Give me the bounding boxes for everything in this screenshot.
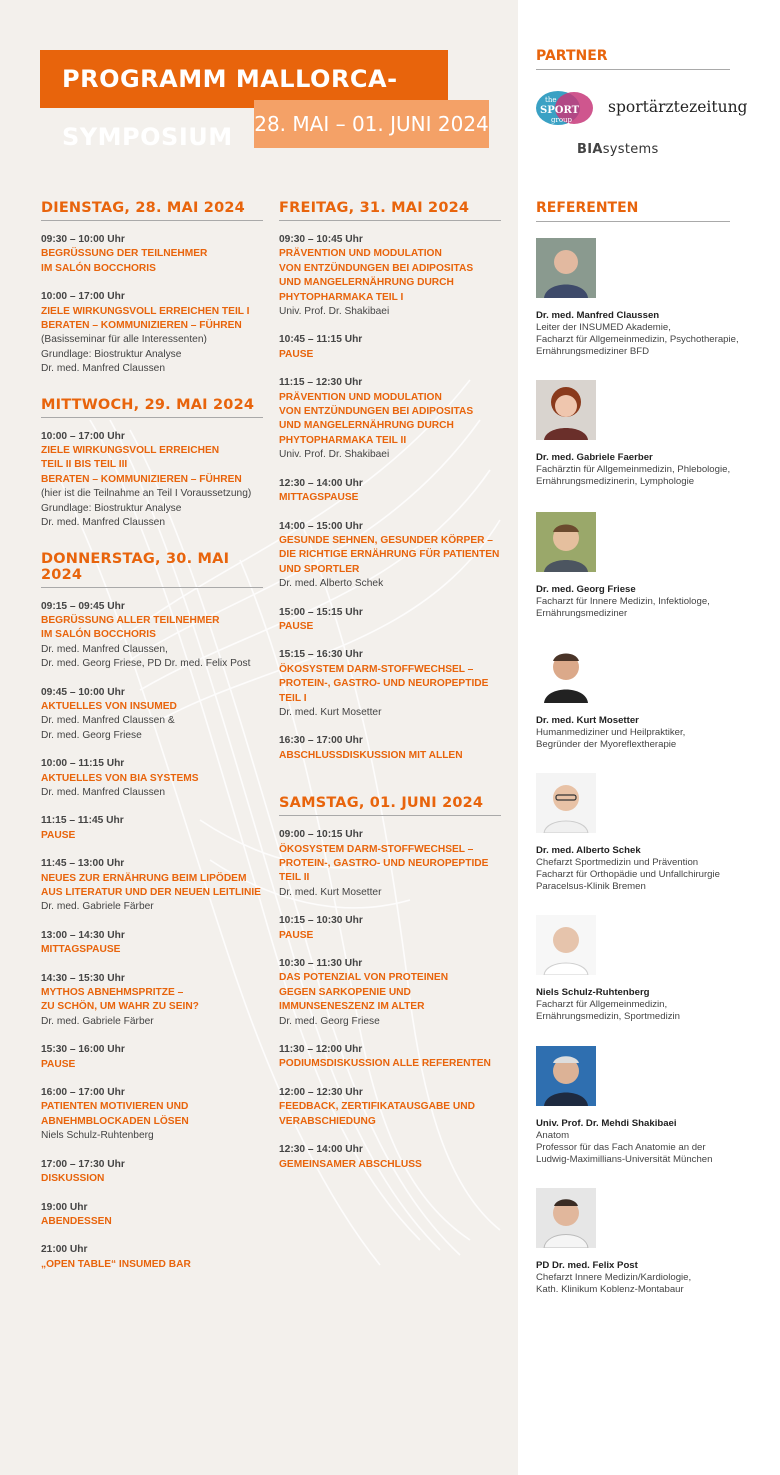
speaker-desc: Facharzt für Orthopädie und Unfallchirurgie bbox=[536, 869, 720, 880]
schedule-item bbox=[41, 1201, 263, 1230]
schedule-item bbox=[41, 600, 263, 672]
schedule-column-2 bbox=[279, 200, 501, 1192]
day-block-saturday bbox=[279, 795, 501, 1172]
schedule-item bbox=[41, 686, 263, 744]
item-time: 10:30 – 11:30 Uhr bbox=[279, 958, 363, 970]
schedule-item bbox=[279, 828, 501, 900]
item-title: TEIL II BIS TEIL III bbox=[41, 459, 128, 471]
item-title: ZU SCHÖN, UM WAHR ZU SEIN? bbox=[41, 1001, 199, 1013]
item-title: PAUSE bbox=[279, 620, 314, 632]
item-title: IM SALÓN BOCCHORIS bbox=[41, 262, 156, 274]
speaker-name: Dr. med. Manfred Claussen bbox=[536, 310, 660, 321]
day-heading: DONNERSTAG, 30. MAI 2024 bbox=[41, 551, 263, 588]
item-time: 10:00 – 17:00 Uhr bbox=[41, 430, 125, 442]
item-title: NEUES ZUR ERNÄHRUNG BEIM LIPÖDEM bbox=[41, 872, 247, 884]
speaker-desc: Ernährungsmediziner BFD bbox=[536, 346, 650, 357]
schedule-item bbox=[279, 606, 501, 635]
schedule-item bbox=[41, 1243, 263, 1272]
speaker-desc: Facharzt für Innere Medizin, Infektiologe, bbox=[536, 596, 710, 607]
schedule-item bbox=[279, 957, 501, 1029]
speaker-photo-avatar bbox=[536, 1188, 596, 1248]
speaker-card bbox=[536, 512, 776, 620]
item-title: PAUSE bbox=[279, 929, 314, 941]
day-heading: MITTWOCH, 29. MAI 2024 bbox=[41, 397, 263, 418]
speaker-desc: Facharzt für Allgemeinmedizin, Psychotherapie, bbox=[536, 334, 739, 345]
schedule-item bbox=[279, 520, 501, 592]
item-time: 12:30 – 14:00 Uhr bbox=[279, 477, 363, 489]
item-speaker: Univ. Prof. Dr. Shakibaei bbox=[279, 449, 390, 461]
item-speaker: Niels Schulz-Ruhtenberg bbox=[41, 1130, 154, 1142]
speaker-card bbox=[536, 238, 776, 358]
item-title: DAS POTENZIAL VON PROTEINEN bbox=[279, 972, 449, 984]
item-title: PHYTOPHARMAKA TEIL I bbox=[279, 291, 404, 303]
item-title: VON ENTZÜNDUNGEN BEI ADIPOSITAS bbox=[279, 262, 474, 274]
speaker-card bbox=[536, 1188, 776, 1296]
item-title: IMMUNSENESZENZ IM ALTER bbox=[279, 1001, 425, 1013]
item-speaker: Dr. med. Manfred Claussen bbox=[41, 363, 166, 375]
item-title: GEMEINSAMER ABSCHLUSS bbox=[279, 1158, 422, 1170]
item-title: PHYTOPHARMAKA TEIL II bbox=[279, 434, 407, 446]
item-speaker: Dr. med. Kurt Mosetter bbox=[279, 706, 382, 718]
day-heading: DIENSTAG, 28. MAI 2024 bbox=[41, 200, 263, 221]
item-speaker: Dr. med. Georg Friese bbox=[41, 729, 142, 741]
schedule-item bbox=[279, 734, 501, 763]
item-title: UND SPORTLER bbox=[279, 563, 360, 575]
item-speaker: Dr. med. Kurt Mosetter bbox=[279, 886, 382, 898]
schedule-item bbox=[279, 477, 501, 506]
item-time: 11:15 – 12:30 Uhr bbox=[279, 377, 363, 389]
schedule-item bbox=[41, 1158, 263, 1187]
item-time: 09:30 – 10:00 Uhr bbox=[41, 234, 125, 245]
item-speaker: Dr. med. Manfred Claussen bbox=[41, 517, 166, 529]
logo-word-group: group bbox=[551, 116, 573, 124]
speaker-desc: Facharzt für Allgemeinmedizin, bbox=[536, 999, 668, 1010]
item-time: 09:15 – 09:45 Uhr bbox=[41, 600, 125, 612]
program-dates: 28. MAI – 01. JUNI 2024 bbox=[254, 100, 489, 148]
item-time: 15:00 – 15:15 Uhr bbox=[279, 606, 363, 618]
schedule-item bbox=[41, 929, 263, 958]
speaker-photo-avatar bbox=[536, 915, 596, 975]
item-title: DISKUSSION bbox=[41, 1173, 105, 1185]
day-block-thursday bbox=[41, 551, 263, 1273]
speaker-name: PD Dr. med. Felix Post bbox=[536, 1260, 638, 1271]
item-title: PROTEIN-, GASTRO- UND NEUROPEPTIDE bbox=[279, 678, 489, 690]
item-title: GESUNDE SEHNEN, GESUNDER KÖRPER – bbox=[279, 534, 493, 546]
schedule-item bbox=[279, 1086, 501, 1129]
schedule-item bbox=[41, 814, 263, 843]
referenten-heading: REFERENTEN bbox=[536, 200, 730, 222]
speaker-desc: Ernährungsmedizin, Sportmedizin bbox=[536, 1011, 680, 1022]
schedule-item bbox=[41, 430, 263, 531]
item-time: 13:00 – 14:30 Uhr bbox=[41, 929, 125, 941]
item-title: ÖKOSYSTEM DARM-STOFFWECHSEL – bbox=[279, 663, 474, 675]
item-speaker: Dr. med. Gabriele Färber bbox=[41, 1015, 154, 1027]
schedule-item bbox=[279, 648, 501, 720]
item-title: PRÄVENTION UND MODULATION bbox=[279, 248, 442, 260]
item-time: 10:00 – 17:00 Uhr bbox=[41, 291, 125, 303]
item-title: MITTAGSPAUSE bbox=[279, 492, 359, 504]
item-title: IM SALÓN BOCCHORIS bbox=[41, 629, 156, 641]
item-title: MITTAGSPAUSE bbox=[41, 944, 121, 956]
item-time: 14:00 – 15:00 Uhr bbox=[279, 520, 363, 532]
item-time: 09:45 – 10:00 Uhr bbox=[41, 686, 125, 698]
schedule-column-1 bbox=[41, 200, 263, 1292]
biasystems-logo bbox=[577, 142, 659, 157]
day-block-friday bbox=[279, 200, 501, 763]
item-title: TEIL II bbox=[279, 872, 310, 884]
item-title: PAUSE bbox=[279, 348, 314, 360]
schedule-item bbox=[41, 290, 263, 376]
speaker-desc: Chefarzt Innere Medizin/Kardiologie, bbox=[536, 1272, 692, 1283]
item-title: UND MANGELERNÄHRUNG DURCH bbox=[279, 420, 454, 432]
item-title: DIE RICHTIGE ERNÄHRUNG FÜR PATIENTEN bbox=[279, 549, 500, 561]
item-note: Grundlage: Biostruktur Analyse bbox=[41, 502, 182, 514]
speaker-desc: Kath. Klinikum Koblenz-Montabaur bbox=[536, 1284, 684, 1295]
item-time: 21:00 Uhr bbox=[41, 1244, 88, 1256]
program-title: PROGRAMM MALLORCA-SYMPOSIUM bbox=[40, 50, 448, 108]
item-title: VON ENTZÜNDUNGEN BEI ADIPOSITAS bbox=[279, 406, 474, 418]
item-title: „OPEN TABLE“ INSUMED BAR bbox=[41, 1258, 191, 1270]
item-time: 11:15 – 11:45 Uhr bbox=[41, 815, 124, 827]
item-title: BERATEN – KOMMUNIZIEREN – FÜHREN bbox=[41, 473, 242, 485]
speaker-photo-avatar bbox=[536, 238, 596, 298]
item-time: 19:00 Uhr bbox=[41, 1201, 88, 1213]
item-title: GEGEN SARKOPENIE UND bbox=[279, 986, 411, 998]
speaker-desc: Chefarzt Sportmedizin und Prävention bbox=[536, 857, 699, 868]
item-speaker: Dr. med. Manfred Claussen bbox=[41, 786, 166, 798]
item-title: ABSCHLUSSDISKUSSION MIT ALLEN bbox=[279, 749, 463, 761]
item-title: AUS LITERATUR UND DER NEUEN LEITLINIE bbox=[41, 887, 261, 898]
item-speaker: Univ. Prof. Dr. Shakibaei bbox=[279, 306, 390, 318]
schedule-item bbox=[41, 233, 263, 276]
day-block-tuesday bbox=[41, 200, 263, 377]
schedule-item bbox=[41, 757, 263, 800]
sport-group-logo bbox=[536, 90, 594, 126]
item-note: (hier ist die Teilnahme an Teil I Voraussetzung) bbox=[41, 488, 252, 500]
logo-bia: BIA bbox=[577, 142, 603, 157]
item-title: AKTUELLES VON INSUMED bbox=[41, 700, 177, 712]
speaker-photo-avatar bbox=[536, 512, 596, 572]
speaker-desc: Ernährungsmediziner bbox=[536, 608, 628, 619]
logo-systems: systems bbox=[602, 142, 659, 157]
item-title: AKTUELLES VON BIA SYSTEMS bbox=[41, 772, 199, 784]
speaker-desc: Anatom bbox=[536, 1130, 570, 1141]
speaker-name: Dr. med. Kurt Mosetter bbox=[536, 715, 639, 726]
schedule-item bbox=[279, 233, 501, 319]
item-time: 12:30 – 14:00 Uhr bbox=[279, 1144, 363, 1156]
speaker-photo-avatar bbox=[536, 1046, 596, 1106]
item-speaker: Dr. med. Manfred Claussen & bbox=[41, 715, 175, 727]
item-title: ZIELE WIRKUNGSVOLL ERREICHEN TEIL I bbox=[41, 305, 250, 317]
schedule-item bbox=[41, 1086, 263, 1144]
item-time: 15:15 – 16:30 Uhr bbox=[279, 649, 363, 661]
item-title: BEGRÜSSUNG ALLER TEILNEHMER bbox=[41, 614, 220, 626]
speaker-card bbox=[536, 643, 776, 751]
partner-heading: PARTNER bbox=[536, 48, 730, 70]
item-title: PODIUMSDISKUSSION ALLE REFERENTEN bbox=[279, 1058, 491, 1070]
item-time: 10:45 – 11:15 Uhr bbox=[279, 334, 363, 346]
speaker-photo-avatar bbox=[536, 380, 596, 440]
item-title: BEGRÜSSUNG DER TEILNEHMER bbox=[41, 248, 208, 260]
day-block-wednesday bbox=[41, 397, 263, 531]
item-title: PATIENTEN MOTIVIEREN UND bbox=[41, 1101, 189, 1113]
item-title: VERABSCHIEDUNG bbox=[279, 1115, 376, 1127]
schedule-item bbox=[41, 857, 263, 915]
item-time: 15:30 – 16:00 Uhr bbox=[41, 1044, 125, 1056]
schedule-item bbox=[279, 376, 501, 462]
item-title: PRÄVENTION UND MODULATION bbox=[279, 391, 442, 403]
item-time: 14:30 – 15:30 Uhr bbox=[41, 972, 125, 984]
speaker-name: Dr. med. Gabriele Faerber bbox=[536, 452, 653, 463]
item-note: Grundlage: Biostruktur Analyse bbox=[41, 348, 182, 360]
item-speaker: Dr. med. Manfred Claussen, bbox=[41, 643, 168, 655]
item-title: ABENDESSEN bbox=[41, 1215, 112, 1227]
item-time: 17:00 – 17:30 Uhr bbox=[41, 1158, 125, 1170]
item-time: 09:00 – 10:15 Uhr bbox=[279, 829, 363, 841]
speaker-desc: Leiter der INSUMED Akademie, bbox=[536, 322, 671, 333]
speaker-card bbox=[536, 380, 776, 488]
item-time: 10:00 – 11:15 Uhr bbox=[41, 758, 125, 770]
speaker-desc: Ludwig-Maximillians-Universität München bbox=[536, 1154, 713, 1165]
speaker-desc: Begründer der Myoreflextherapie bbox=[536, 739, 677, 750]
item-speaker: Dr. med. Georg Friese bbox=[279, 1015, 380, 1027]
speaker-desc: Ernährungsmedizinerin, Lymphologie bbox=[536, 476, 695, 487]
item-title: ÖKOSYSTEM DARM-STOFFWECHSEL – bbox=[279, 843, 474, 855]
item-title: BERATEN – KOMMUNIZIEREN – FÜHREN bbox=[41, 320, 242, 332]
schedule-item bbox=[41, 1043, 263, 1072]
speaker-desc: Fachärztin für Allgemeinmedizin, Phlebologie, bbox=[536, 464, 731, 475]
schedule-item bbox=[41, 972, 263, 1030]
schedule-item bbox=[279, 1143, 501, 1172]
sportaerztezeitung-logo: sportärztezeitung bbox=[608, 98, 748, 116]
speaker-desc: Paracelsus-Klinik Bremen bbox=[536, 881, 646, 892]
item-speaker: Dr. med. Gabriele Färber bbox=[41, 901, 154, 913]
speaker-card bbox=[536, 1046, 776, 1166]
item-title: PAUSE bbox=[41, 1058, 76, 1070]
speaker-card bbox=[536, 915, 776, 1023]
speaker-name: Niels Schulz-Ruhtenberg bbox=[536, 987, 650, 998]
item-time: 10:15 – 10:30 Uhr bbox=[279, 915, 363, 927]
item-title: FEEDBACK, ZERTIFIKATAUSGABE UND bbox=[279, 1101, 476, 1113]
speaker-photo-avatar bbox=[536, 773, 596, 833]
schedule-item bbox=[279, 333, 501, 362]
speaker-desc: Professor für das Fach Anatomie an der bbox=[536, 1142, 706, 1153]
item-title: PROTEIN-, GASTRO- UND NEUROPEPTIDE bbox=[279, 858, 489, 869]
item-title: UND MANGELERNÄHRUNG DURCH bbox=[279, 277, 454, 289]
speaker-desc: Humanmediziner und Heilpraktiker, bbox=[536, 727, 686, 738]
item-time: 16:00 – 17:00 Uhr bbox=[41, 1087, 125, 1099]
schedule-item bbox=[279, 1043, 501, 1072]
speaker-name: Dr. med. Georg Friese bbox=[536, 584, 636, 595]
schedule-item bbox=[279, 914, 501, 943]
item-time: 12:00 – 12:30 Uhr bbox=[279, 1086, 363, 1098]
item-note: (Basisseminar für alle Interessenten) bbox=[41, 334, 207, 346]
item-time: 16:30 – 17:00 Uhr bbox=[279, 735, 363, 747]
item-time: 11:45 – 13:00 Uhr bbox=[41, 858, 125, 870]
item-title: ABNEHMBLOCKADEN LÖSEN bbox=[41, 1115, 189, 1127]
logo-word-the: the bbox=[545, 96, 557, 104]
speaker-card bbox=[536, 773, 776, 893]
item-title: ZIELE WIRKUNGSVOLL ERREICHEN bbox=[41, 445, 220, 457]
item-speaker: Dr. med. Georg Friese, PD Dr. med. Felix Post bbox=[41, 658, 251, 670]
item-time: 09:30 – 10:45 Uhr bbox=[279, 234, 363, 245]
logo-word-sport: SPORT bbox=[540, 105, 580, 116]
speaker-photo-avatar bbox=[536, 643, 596, 703]
item-title: TEIL I bbox=[279, 692, 307, 704]
item-title: PAUSE bbox=[41, 829, 76, 841]
speaker-name: Dr. med. Alberto Schek bbox=[536, 845, 641, 856]
day-heading: FREITAG, 31. MAI 2024 bbox=[279, 200, 501, 221]
day-heading: SAMSTAG, 01. JUNI 2024 bbox=[279, 795, 501, 816]
item-title: MYTHOS ABNEHMSPRITZE – bbox=[41, 987, 184, 999]
speaker-name: Univ. Prof. Dr. Mehdi Shakibaei bbox=[536, 1118, 677, 1129]
item-time: 11:30 – 12:00 Uhr bbox=[279, 1044, 363, 1056]
item-speaker: Dr. med. Alberto Schek bbox=[279, 578, 384, 590]
